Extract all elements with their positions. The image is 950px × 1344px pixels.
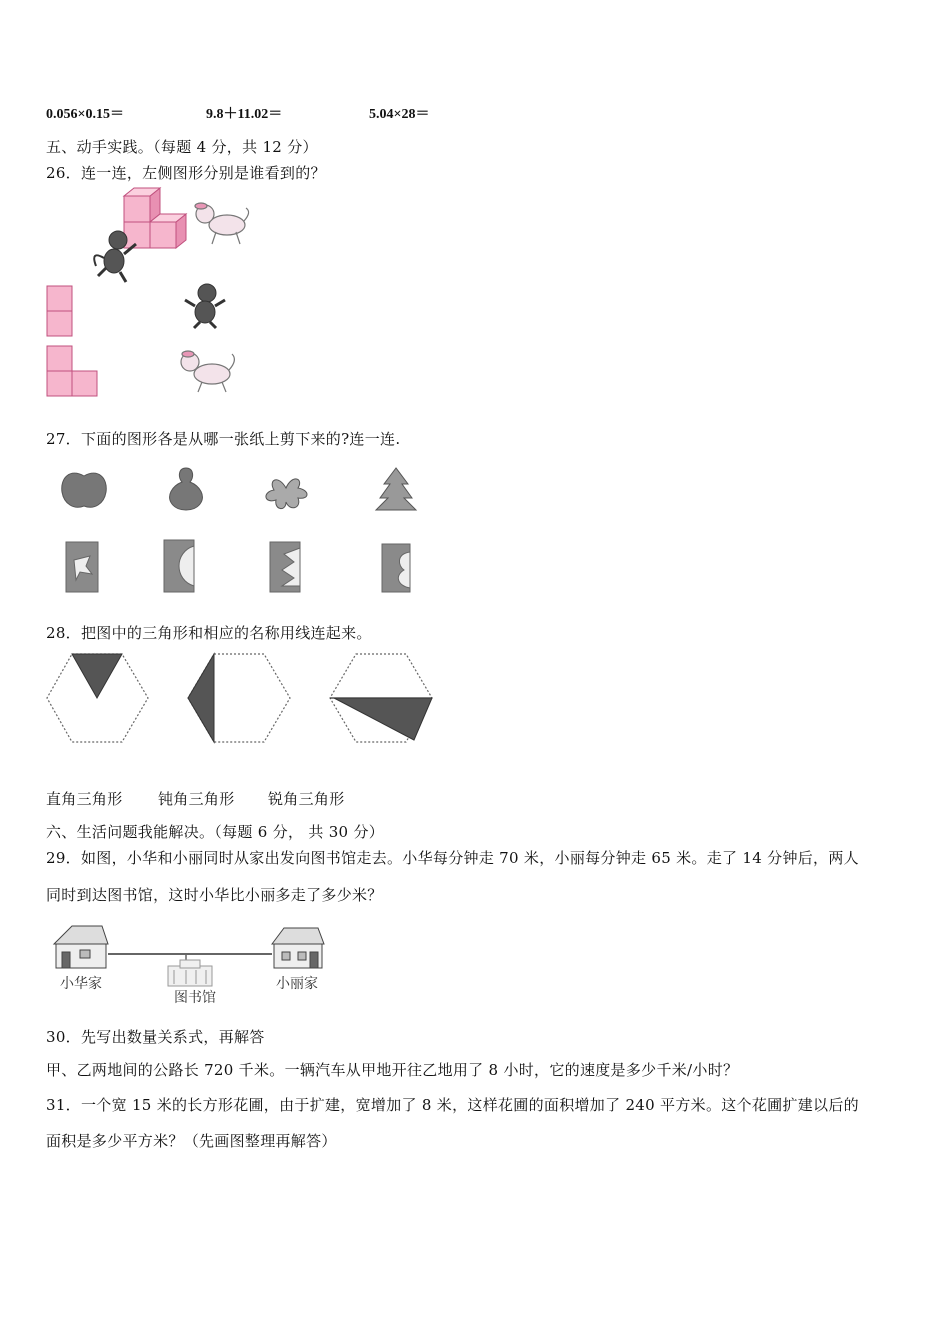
q27-cutout-shapes <box>46 462 446 612</box>
q26-figure <box>40 188 260 408</box>
equation-3: 5.04×28＝ <box>369 107 430 122</box>
label-xiaoli-home: 小丽家 <box>276 976 318 992</box>
front-view-column <box>47 286 72 336</box>
question-27: 27．下面的图形各是从哪一张纸上剪下来的?连一连. <box>46 430 401 448</box>
apple-shape <box>62 473 107 507</box>
label-xiaohua-home: 小华家 <box>60 976 102 992</box>
question-28: 28．把图中的三角形和相应的名称用线连起来。 <box>46 624 372 642</box>
library-icon <box>168 960 212 986</box>
acute-triangle-shaded <box>72 654 122 698</box>
dog-icon-2 <box>181 351 234 392</box>
question-30-title: 30．先写出数量关系式，再解答 <box>46 1028 265 1046</box>
equation-1: 0.056×0.15＝ <box>46 107 124 122</box>
dog-icon <box>195 203 249 244</box>
gourd-shape <box>170 468 203 510</box>
monkey-icon-2 <box>185 284 225 328</box>
section-6-title: 六、生活问题我能解决。（每题 6 分， 共 30 分） <box>46 823 385 841</box>
label-library: 图书馆 <box>174 990 216 1006</box>
clover-shape <box>266 479 307 509</box>
tree-shape <box>376 468 416 510</box>
house-left-icon <box>54 926 108 968</box>
paper-1 <box>66 542 98 592</box>
equation-2: 9.8＋11.02＝ <box>206 107 283 122</box>
paper-3 <box>270 542 300 592</box>
q28-hexagons <box>46 652 446 752</box>
cube-stack-image <box>124 188 186 248</box>
question-30-body: 甲、乙两地间的公路长 720 千米。一辆汽车从甲地开往乙地用了 8 小时，它的速度是多少千米/小时？ <box>46 1061 739 1079</box>
triangle-name-2: 钝角三角形 <box>158 790 235 808</box>
right-triangle-shaded <box>330 698 432 740</box>
question-31-line-2: 面积是多少平方米？（先画图整理再解答） <box>46 1132 337 1150</box>
paper-4 <box>382 544 410 592</box>
question-29-line-2: 同时到达图书馆，这时小华比小丽多走了多少米？ <box>46 886 383 904</box>
section-5-title: 五、动手实践。（每题 4 分，共 12 分） <box>46 138 318 156</box>
obtuse-triangle-shaded <box>188 654 214 742</box>
q29-route-diagram <box>46 922 346 1012</box>
side-view-l-shape <box>47 346 97 396</box>
paper-2 <box>164 540 194 592</box>
triangle-name-3: 锐角三角形 <box>268 790 345 808</box>
question-26: 26．连一连，左侧图形分别是谁看到的？ <box>46 164 326 182</box>
question-29-line-1: 29．如图，小华和小丽同时从家出发向图书馆走去。小华每分钟走 70 米，小丽每分钟走 65 米。走了 14 分钟后，两人 <box>46 849 859 867</box>
house-right-icon <box>272 928 324 968</box>
question-31-line-1: 31．一个宽 15 米的长方形花圃，由于扩建，宽增加了 8 米，这样花圃的面积增加了 240 平方米。这个花圃扩建以后的 <box>46 1096 859 1114</box>
triangle-name-1: 直角三角形 <box>46 790 123 808</box>
